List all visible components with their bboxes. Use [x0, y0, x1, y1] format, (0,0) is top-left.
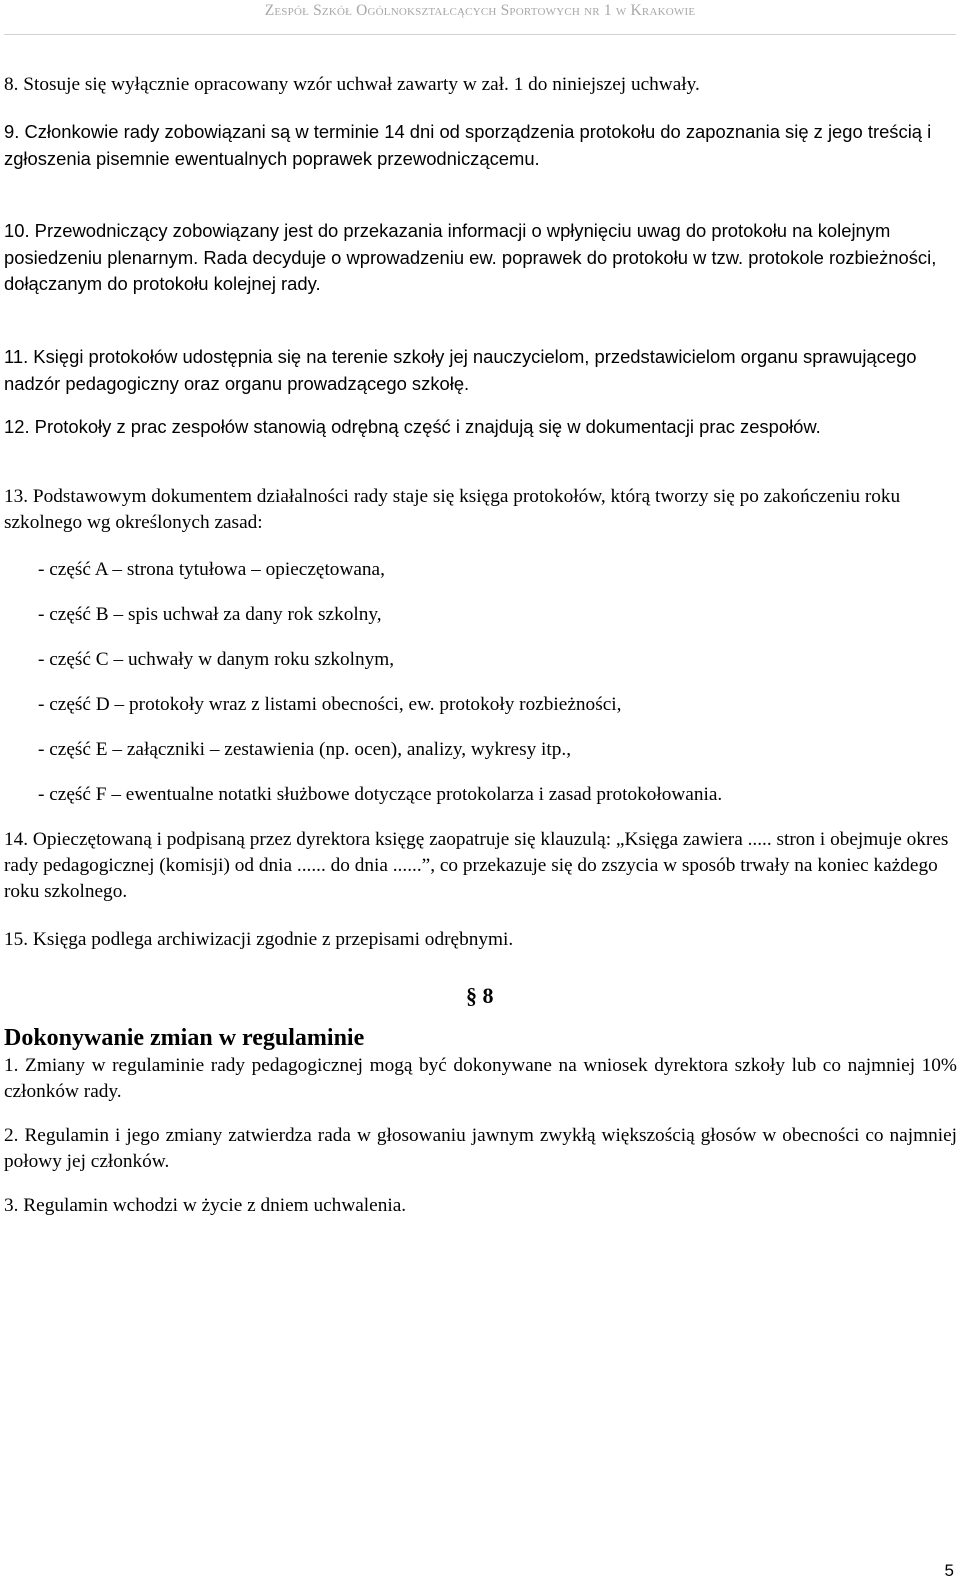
paragraph-14: 14. Opieczętowaną i podpisaną przez dyrektora księgę zaopatruje się klauzulą: „Księga zawiera ..... stron i obejmuje okres rady pedagogicznej (komisji) od dnia ...... do dnia ......”, co przekazuje się do zszycia w sposób trwały na koniec każdego roku szkolnego. [4, 829, 949, 902]
paragraph-15: 15. Księga podlega archiwizacji zgodnie z przepisami odrębnymi. [4, 929, 514, 950]
running-header: Zespół Szkół Ogólnokształcących Sportowych nr 1 w Krakowie [264, 2, 696, 19]
header-divider [4, 34, 956, 35]
paragraph-11: 11. Księgi protokołów udostępnia się na terenie szkoły jej nauczycielom, przedstawicielom organu sprawującego nadzór pedagogiczny oraz organu prowadzącego szkołę. [4, 346, 917, 394]
paragraph-9: 9. Członkowie rady zobowiązani są w terminie 14 dni od sporządzenia protokołu do zapoznania się z jego treścią i zgłoszenia pisemnie ewentualnych poprawek przewodniczącemu. [4, 121, 932, 169]
section-heading: Dokonywanie zmian w regulaminie [4, 1025, 365, 1051]
list-item-part-d: - część D – protokoły wraz z listami obecności, ew. protokoły rozbieżności, [38, 694, 622, 715]
list-item-part-a: - część A – strona tytułowa – opieczętowana, [38, 559, 385, 580]
section-number: § 8 [466, 983, 494, 1008]
list-item-part-e: - część E – załączniki – zestawienia (np. ocen), analizy, wykresy itp., [38, 739, 572, 760]
list-item-part-f: - część F – ewentualne notatki służbowe dotyczące protokolarza i zasad protokołowania. [38, 784, 723, 805]
paragraph-8: 8. Stosuje się wyłącznie opracowany wzór uchwał zawarty w zał. 1 do niniejszej uchwały. [4, 74, 700, 95]
paragraph-12: 12. Protokoły z prac zespołów stanowią odrębną część i znajdują się w dokumentacji prac zespołów. [4, 416, 821, 437]
section-point-1: 1. Zmiany w regulaminie rady pedagogicznej mogą być dokonywane na wniosek dyrektora szkoły lub co najmniej 10% członków rady. [4, 1055, 957, 1102]
page-number: 5 [944, 1561, 954, 1580]
section-point-2: 2. Regulamin i jego zmiany zatwierdza rada w głosowaniu jawnym zwykłą większością głosów w obecności co najmniej połowy jej członków. [4, 1125, 957, 1172]
paragraph-10: 10. Przewodniczący zobowiązany jest do przekazania informacji o wpłynięciu uwag do protokołu na kolejnym posiedzeniu plenarnym. Rada decyduje o wprowadzeniu ew. poprawek do protokołu w tzw. protokole rozbieżności, dołączanym do protokołu kolejnej rady. [4, 220, 937, 294]
list-item-part-c: - część C – uchwały w danym roku szkolnym, [38, 649, 395, 670]
section-point-3: 3. Regulamin wchodzi w życie z dniem uchwalenia. [4, 1195, 407, 1216]
list-item-part-b: - część B – spis uchwał za dany rok szkolny, [38, 604, 382, 625]
paragraph-13: 13. Podstawowym dokumentem działalności rady staje się księga protokołów, którą tworzy się po zakończeniu roku szkolnego wg określonych zasad: [4, 486, 901, 533]
